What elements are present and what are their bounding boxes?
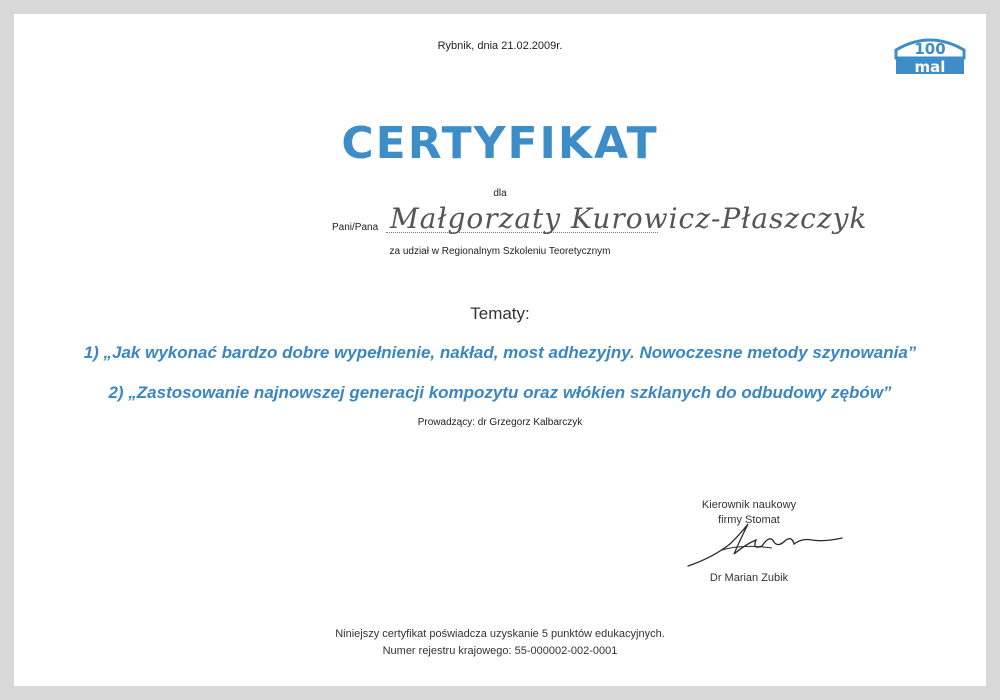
logo-number: 100 xyxy=(914,40,946,58)
recipient-row xyxy=(332,202,872,248)
for-label: dla xyxy=(493,188,507,199)
participation-line: za udział w Regionalnym Szkoleniu Teoretycznym xyxy=(389,246,611,257)
logo-word: mal xyxy=(914,58,946,76)
recipient-handwritten-name: Małgorzaty Kurowicz-Płaszczyk xyxy=(390,202,868,235)
handwritten-signature xyxy=(682,514,852,574)
topic-2: 2) „Zastosowanie najnowszej generacji kompozytu oraz włókien szklanych do odbudowy zębów” xyxy=(108,383,892,402)
registry-line: Numer rejestru krajowego: 55-000002-002-0001 xyxy=(382,645,618,657)
instructor-line: Prowadzący: dr Grzegorz Kalbarczyk xyxy=(417,417,583,428)
date-line: Rybnik, dnia 21.02.2009r. xyxy=(437,40,563,52)
points-line: Niniejszy certyfikat poświadcza uzyskanie 5 punktów edukacyjnych. xyxy=(335,628,665,640)
topics-heading: Tematy: xyxy=(470,304,530,323)
company-logo xyxy=(892,28,968,78)
supervisor-name: Dr Marian Zubik xyxy=(709,572,789,584)
supervisor-role-line2: firmy Stomat xyxy=(718,514,780,526)
recipient-label: Pani/Pana xyxy=(332,222,379,233)
topic-1: 1) „Jak wykonać bardzo dobre wypełnienie, nakład, most adhezyjny. Nowoczesne metody szynowania” xyxy=(83,343,917,362)
certificate-page xyxy=(14,14,986,686)
supervisor-role-line1: Kierownik naukowy xyxy=(701,499,797,511)
certificate-title: CERTYFIKAT xyxy=(341,118,659,169)
